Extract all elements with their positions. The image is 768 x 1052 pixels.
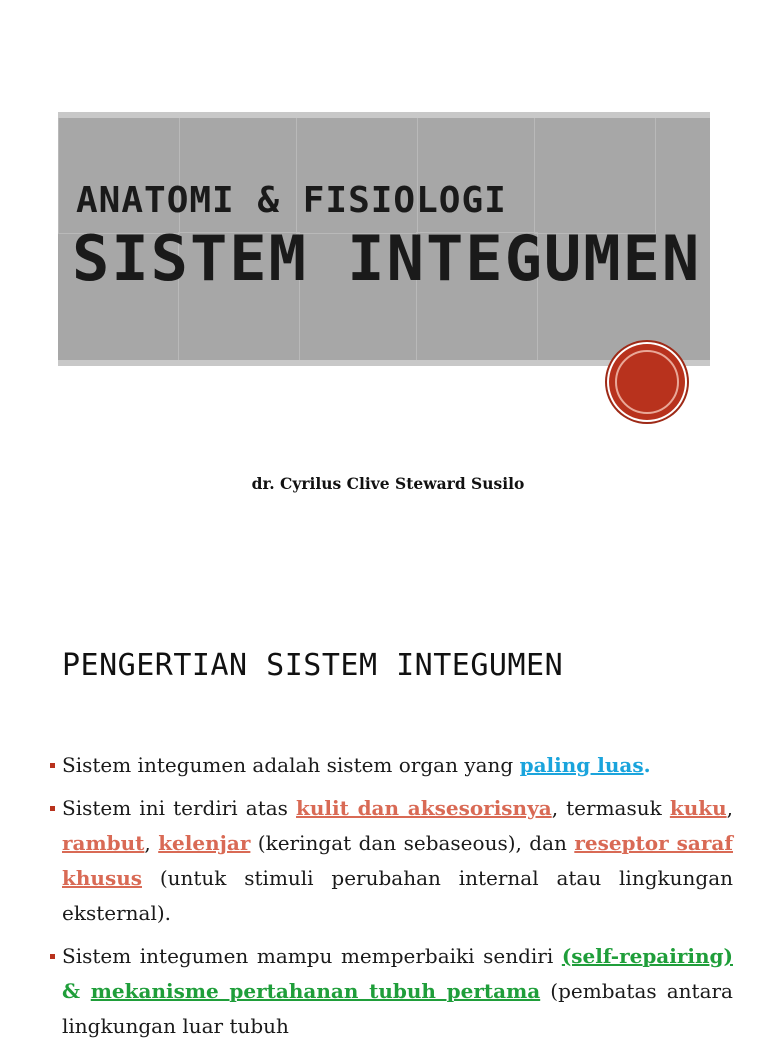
bullet-item [48, 791, 733, 931]
bullet-text: . [643, 753, 651, 777]
author-name: dr. Cyrilus Clive Steward Susilo [251, 474, 525, 493]
bullet-text: , [726, 796, 733, 820]
definition-slide [0, 608, 768, 1038]
bullet-text: (untuk stimuli perubahan internal atau lingkungan eksternal). [62, 866, 733, 925]
bullet-text: , [144, 831, 159, 855]
highlight-text: kelenjar [158, 831, 251, 855]
highlight-text: (self-repairing) [561, 944, 733, 968]
bullet-text: Sistem integumen adalah sistem organ yang [62, 753, 520, 777]
bullet-text: (pembatas antara lingkungan luar tubuh [62, 979, 733, 1038]
highlight-text: rambut [62, 831, 145, 855]
highlight-text: kuku [669, 796, 727, 820]
banner-texture-tile [534, 112, 656, 234]
bullet-text: , termasuk [551, 796, 670, 820]
bullet-list [48, 748, 733, 1052]
decorative-circle-badge [609, 344, 685, 420]
highlight-text: kulit dan aksesorisnya [296, 796, 552, 820]
bullet-text: Sistem ini terdiri atas [62, 796, 297, 820]
section-heading: PENGERTIAN SISTEM INTEGUMEN [62, 648, 564, 683]
bullet-item [48, 748, 733, 783]
highlight-text: paling luas [519, 753, 644, 777]
highlight-text: reseptor saraf khusus [62, 831, 733, 890]
title-banner [58, 112, 710, 366]
title-line-1: ANATOMI & FISIOLOGI [76, 180, 507, 221]
bullet-text: (keringat dan sebaseous), dan [250, 831, 575, 855]
bullet-item [48, 939, 733, 1044]
title-line-2: SISTEM INTEGUMEN [72, 222, 702, 295]
bullet-text: Sistem integumen mampu memperbaiki sendiri [62, 944, 562, 968]
bullet-text: & [62, 979, 91, 1003]
highlight-text: mekanisme pertahanan tubuh pertama [90, 979, 541, 1003]
